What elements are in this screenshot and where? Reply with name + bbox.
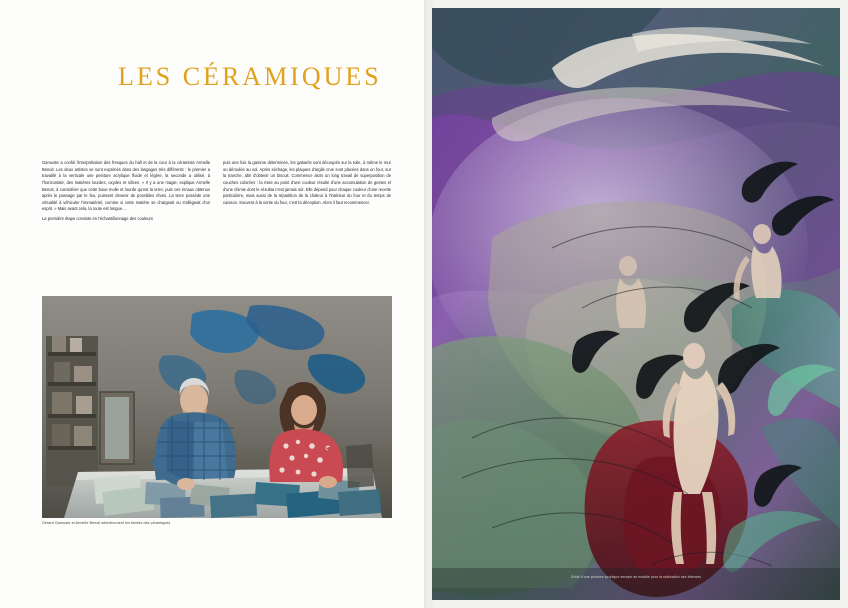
- text-column-1: [42, 160, 210, 226]
- workshop-photo: [42, 296, 392, 518]
- text-column-2: [223, 160, 391, 226]
- paragraph: Garouste a confié l'interprétation des fresques du hall et de la cour à la céramiste Armelle Benoit. Les deux artistes se sont exprimés dans des langages très différents : le premier a travaillé à la verticale une peinture acrylique fluide et légère, la seconde a utilisé, à l'horizontale, des matières lourdes, oxydes et silices. « Il y a une magie, explique Armelle Benoit, à considérer que cette boue molle et lourde qu'est la terre, puis ces émaux obtenus après le passage par le feu, puissent devenir de possibles rêves. La terre possède une virtualité à véhiculer l'immatériel, comme si cette matière se chargeait ou s'allégeait d'un esprit. » Mais avant cela, la route est longue…: [42, 160, 210, 212]
- artwork-caption: Détail d'une peinture acrylique servant de modèle pour la réalisation des faïences: [570, 575, 702, 579]
- page-title: LES CÉRAMIQUES: [118, 62, 382, 92]
- workshop-photo-graphic: [42, 296, 392, 518]
- artwork-graphic: [432, 8, 840, 600]
- photo-caption: Gérard Garouste et Armelle Benoit sélectionnent les teintes des céramiques: [42, 521, 171, 525]
- artwork-page: [432, 8, 840, 600]
- paragraph: La première étape consiste en l'échantillonnage des couleurs: [42, 216, 153, 221]
- body-text-columns: [42, 160, 392, 226]
- paragraph: puis une fois la gamme déterminée, les gabarits sont découpés sur la toile, à même le mur ou déroulée au sol. Après séchage, les plaques d'argile crue sont placées dans un four, sur la tranche, afin d'obtenir un biscuit. Commence alors un long travail de superposition de couches colorées : la mise au point d'une couleur résulte d'une accumulation de gestes et d'une chimie dont le résultat n'est jamais sûr. Elle dépend pour chaque couleur d'une recette particulière, mais aussi de la répartition de la chaleur à l'intérieur du four et du temps de cuisson. Souvent à la sortie du four, c'est la déception. Alors il faut recommencer.: [223, 160, 391, 205]
